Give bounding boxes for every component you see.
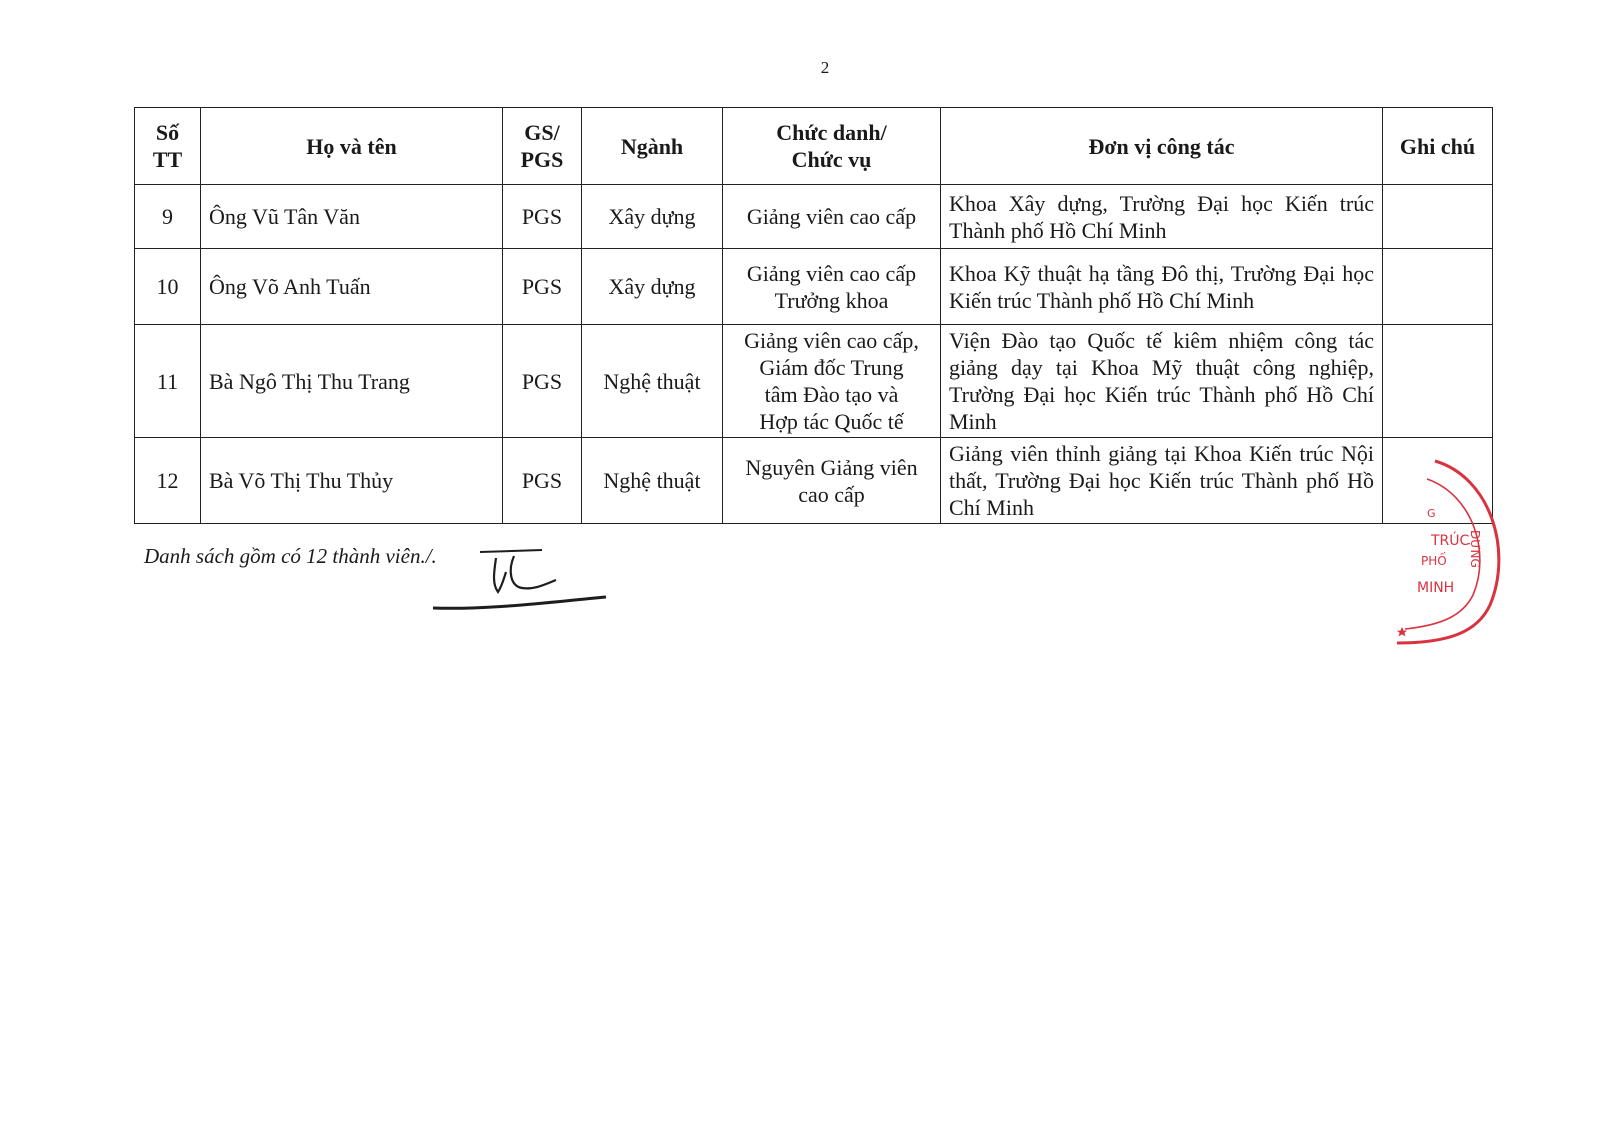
cell-title: Giảng viên cao cấp Trưởng khoa [723, 249, 941, 325]
header-unit: Đơn vị công tác [941, 108, 1383, 185]
header-field: Ngành [582, 108, 723, 185]
member-count-note: Danh sách gồm có 12 thành viên./. [144, 544, 437, 568]
cell-field: Nghệ thuật [582, 325, 723, 438]
cell-name: Ông Võ Anh Tuấn [201, 249, 503, 325]
cell-name: Bà Võ Thị Thu Thủy [201, 438, 503, 524]
header-rank: GS/ PGS [503, 108, 582, 185]
cell-note [1383, 325, 1493, 438]
cell-rank: PGS [503, 185, 582, 249]
cell-field: Xây dựng [582, 249, 723, 325]
members-table [134, 107, 1493, 524]
cell-unit: Khoa Kỹ thuật hạ tầng Đô thị, Trường Đại học Kiến trúc Thành phố Hồ Chí Minh [941, 249, 1383, 325]
table-header-row [135, 108, 1493, 185]
cell-rank: PGS [503, 325, 582, 438]
cell-field: Nghệ thuật [582, 438, 723, 524]
cell-note [1383, 249, 1493, 325]
cell-field: Xây dựng [582, 185, 723, 249]
stamp-text: MINH [1417, 580, 1455, 596]
cell-unit: Giảng viên thỉnh giảng tại Khoa Kiến trúc Nội thất, Trường Đại học Kiến trúc Thành phố Hồ Chí Minh [941, 438, 1383, 524]
handwritten-signature [430, 540, 630, 625]
cell-unit: Khoa Xây dựng, Trường Đại học Kiến trúc Thành phố Hồ Chí Minh [941, 185, 1383, 249]
table-row [135, 325, 1493, 438]
stamp-text: DỰNG [1468, 530, 1482, 568]
stamp-text: TRÚC [1431, 533, 1470, 549]
header-stt: Số TT [135, 108, 201, 185]
cell-title: Nguyên Giảng viên cao cấp [723, 438, 941, 524]
stamp-text: PHỐ [1421, 554, 1447, 568]
cell-stt: 12 [135, 438, 201, 524]
cell-rank: PGS [503, 249, 582, 325]
cell-stt: 10 [135, 249, 201, 325]
cell-stt: 9 [135, 185, 201, 249]
cell-unit: Viện Đào tạo Quốc tế kiêm nhiệm công tác giảng dạy tại Khoa Mỹ thuật công nghiệp, Trường Đại học Kiến trúc Thành phố Hồ Chí Minh [941, 325, 1383, 438]
cell-name: Ông Vũ Tân Văn [201, 185, 503, 249]
cell-rank: PGS [503, 438, 582, 524]
cell-title: Giảng viên cao cấp, Giám đốc Trung tâm Đào tạo và Hợp tác Quốc tế [723, 325, 941, 438]
stamp-text: G [1427, 507, 1436, 520]
cell-name: Bà Ngô Thị Thu Trang [201, 325, 503, 438]
cell-note [1383, 185, 1493, 249]
table-row [135, 438, 1493, 524]
header-name: Họ và tên [201, 108, 503, 185]
header-note: Ghi chú [1383, 108, 1493, 185]
cell-stt: 11 [135, 325, 201, 438]
header-title: Chức danh/ Chức vụ [723, 108, 941, 185]
page-number: 2 [820, 58, 830, 77]
official-stamp [1395, 455, 1510, 650]
table-row [135, 249, 1493, 325]
table-row [135, 185, 1493, 249]
cell-title: Giảng viên cao cấp [723, 185, 941, 249]
